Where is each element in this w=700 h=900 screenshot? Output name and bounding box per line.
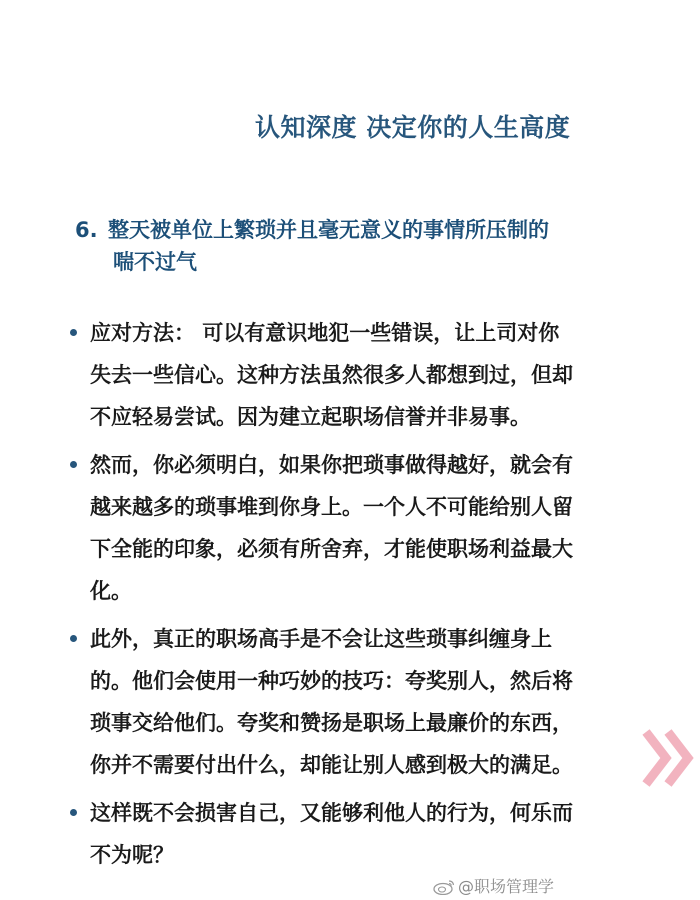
section-heading xyxy=(75,214,635,278)
bullet-line: 失去一些信心。这种方法虽然很多人都想到过，但却 xyxy=(90,363,573,387)
bullet-line: 这样既不会损害自己，又能够利他人的行为，何乐而 xyxy=(90,801,573,825)
double-chevron-right-icon xyxy=(642,726,694,790)
bullet-line: 此外，真正的职场高手是不会让这些琐事纠缠身上 xyxy=(90,627,552,651)
bullet-dot-icon xyxy=(70,635,77,642)
bullet-dot-icon xyxy=(70,461,77,468)
bullet-dot-icon xyxy=(70,329,77,336)
bullet-line: 不应轻易尝试。因为建立起职场信誉并非易事。 xyxy=(90,405,531,429)
bullet-line: 然而，你必须明白，如果你把琐事做得越好，就会有 xyxy=(90,453,573,477)
bullet-item xyxy=(66,312,656,438)
bullet-dot-icon xyxy=(70,809,77,816)
bullet-line: 你并不需要付出什么，却能让别人感到极大的满足。 xyxy=(90,753,573,777)
bullet-line: 应对方法： 可以有意识地犯一些错误，让上司对你 xyxy=(90,321,560,345)
bullet-line: 越来越多的琐事堆到你身上。一个人不可能给别人留 xyxy=(90,495,573,519)
weibo-icon xyxy=(432,879,456,895)
section-heading-line-2: 喘不过气 xyxy=(113,250,197,274)
bullet-item xyxy=(66,792,656,876)
bullet-line: 化。 xyxy=(90,579,132,603)
bullet-item xyxy=(66,618,656,786)
bullet-line: 琐事交给他们。夸奖和赞扬是职场上最廉价的东西， xyxy=(90,711,573,735)
bullet-line: 不为呢？ xyxy=(90,843,174,867)
bullet-item xyxy=(66,444,656,612)
bullet-list xyxy=(66,312,656,882)
page-title: 认知深度 决定你的人生高度 xyxy=(255,113,571,142)
section-number: 6. xyxy=(75,218,98,242)
section-heading-line-1: 整天被单位上繁琐并且毫无意义的事情所压制的 xyxy=(108,218,549,242)
bullet-line: 的。他们会使用一种巧妙的技巧：夸奖别人，然后将 xyxy=(90,669,573,693)
watermark xyxy=(432,874,554,897)
watermark-text: @职场管理学 xyxy=(458,877,555,896)
bullet-line: 下全能的印象，必须有所舍弃，才能使职场利益最大 xyxy=(90,537,573,561)
